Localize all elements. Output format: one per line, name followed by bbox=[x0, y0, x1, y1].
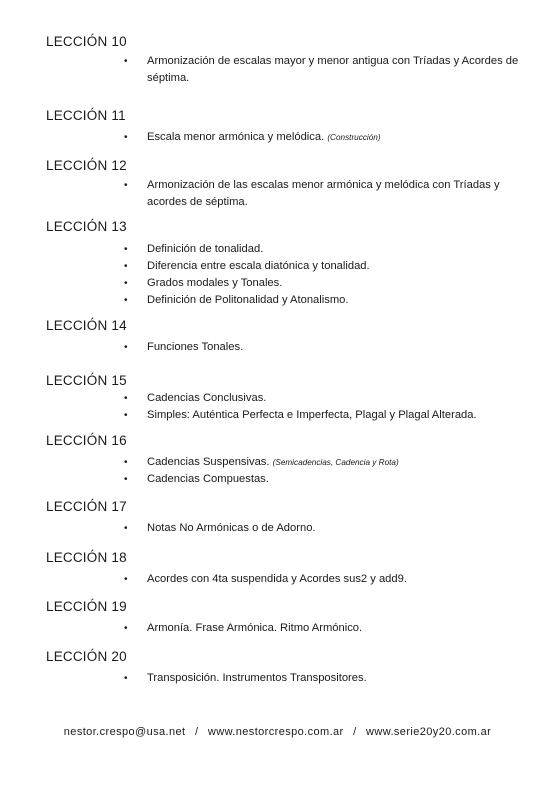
topic-text: Escala menor armónica y melódica. bbox=[147, 131, 325, 143]
lesson-heading: LECCIÓN 17 bbox=[46, 499, 127, 514]
bullet-icon: • bbox=[124, 410, 128, 421]
topic-text: Cadencias Compuestas. bbox=[147, 473, 269, 485]
lesson-heading: LECCIÓN 13 bbox=[46, 219, 127, 234]
bullet-icon: • bbox=[124, 574, 128, 585]
list-item-text bbox=[147, 670, 532, 687]
topic-text: Funciones Tonales. bbox=[147, 341, 244, 353]
list-item-text bbox=[147, 241, 532, 258]
topic-text: Cadencias Conclusivas. bbox=[147, 392, 267, 404]
list-item-text bbox=[147, 258, 532, 275]
list-item-text bbox=[147, 471, 532, 488]
lesson-heading: LECCIÓN 16 bbox=[46, 433, 127, 448]
list-item-text bbox=[147, 275, 532, 292]
bullet-icon: • bbox=[124, 673, 128, 684]
lesson-heading: LECCIÓN 11 bbox=[46, 108, 126, 123]
bullet-icon: • bbox=[124, 278, 128, 289]
topic-text: Armonía. Frase Armónica. Ritmo Armónico. bbox=[147, 622, 363, 634]
topic-text: Diferencia entre escala diatónica y tonalidad. bbox=[147, 260, 370, 272]
lesson-heading: LECCIÓN 18 bbox=[46, 550, 127, 565]
page-footer bbox=[0, 726, 555, 738]
topic-text: Grados modales y Tonales. bbox=[147, 277, 283, 289]
footer-separator: / bbox=[353, 726, 357, 738]
topic-text: Transposición. Instrumentos Transpositores. bbox=[147, 672, 367, 684]
bullet-icon: • bbox=[124, 56, 128, 67]
list-item-text bbox=[147, 390, 532, 407]
lesson-heading: LECCIÓN 14 bbox=[46, 318, 127, 333]
topic-text: Notas No Armónicas o de Adorno. bbox=[147, 522, 316, 534]
lesson-heading: LECCIÓN 15 bbox=[46, 373, 127, 388]
list-item-text bbox=[147, 620, 532, 637]
bullet-icon: • bbox=[124, 180, 128, 191]
lesson-heading: LECCIÓN 20 bbox=[46, 649, 127, 664]
list-item-text bbox=[147, 339, 532, 356]
bullet-icon: • bbox=[124, 132, 128, 143]
footer-website-serie20y20: www.serie20y20.com.ar bbox=[366, 726, 492, 738]
lesson-heading: LECCIÓN 12 bbox=[46, 158, 127, 173]
list-item-text bbox=[147, 407, 532, 424]
topic-text: Definición de Politonalidad y Atonalismo. bbox=[147, 294, 349, 306]
list-item-text bbox=[147, 454, 532, 471]
bullet-icon: • bbox=[124, 623, 128, 634]
bullet-icon: • bbox=[124, 261, 128, 272]
topic-text: Cadencias Suspensivas. bbox=[147, 456, 270, 468]
footer-separator: / bbox=[194, 726, 199, 738]
topic-note: (Construcción) bbox=[327, 133, 381, 142]
list-item-text bbox=[147, 520, 532, 537]
list-item-text bbox=[147, 53, 532, 87]
lesson-heading: LECCIÓN 10 bbox=[46, 34, 127, 49]
list-item-text bbox=[147, 571, 532, 588]
lesson-heading: LECCIÓN 19 bbox=[46, 599, 127, 614]
bullet-icon: • bbox=[124, 523, 128, 534]
topic-note: (Semicadencias, Cadencia y Rota) bbox=[272, 458, 399, 467]
list-item-text bbox=[147, 292, 532, 309]
bullet-icon: • bbox=[124, 295, 128, 306]
topic-text: Definición de tonalidad. bbox=[147, 243, 264, 255]
bullet-icon: • bbox=[124, 244, 128, 255]
footer-email: nestor.crespo@usa.net bbox=[63, 726, 186, 738]
topic-text: Armonización de escalas mayor y menor antigua con Tríadas y Acordes de séptima. bbox=[147, 55, 519, 84]
bullet-icon: • bbox=[124, 457, 128, 468]
topic-text: Simples: Auténtica Perfecta e Imperfecta, Plagal y Plagal Alterada. bbox=[147, 409, 477, 421]
footer-website-nestorcrespo: www.nestorcrespo.com.ar bbox=[207, 726, 344, 738]
topic-text: Armonización de las escalas menor armónica y melódica con Tríadas y acordes de séptima. bbox=[147, 179, 500, 208]
bullet-icon: • bbox=[124, 393, 128, 404]
bullet-icon: • bbox=[124, 474, 128, 485]
list-item-text bbox=[147, 177, 532, 211]
list-item-text bbox=[147, 129, 532, 146]
bullet-icon: • bbox=[124, 342, 128, 353]
topic-text: Acordes con 4ta suspendida y Acordes sus2 y add9. bbox=[147, 573, 407, 585]
